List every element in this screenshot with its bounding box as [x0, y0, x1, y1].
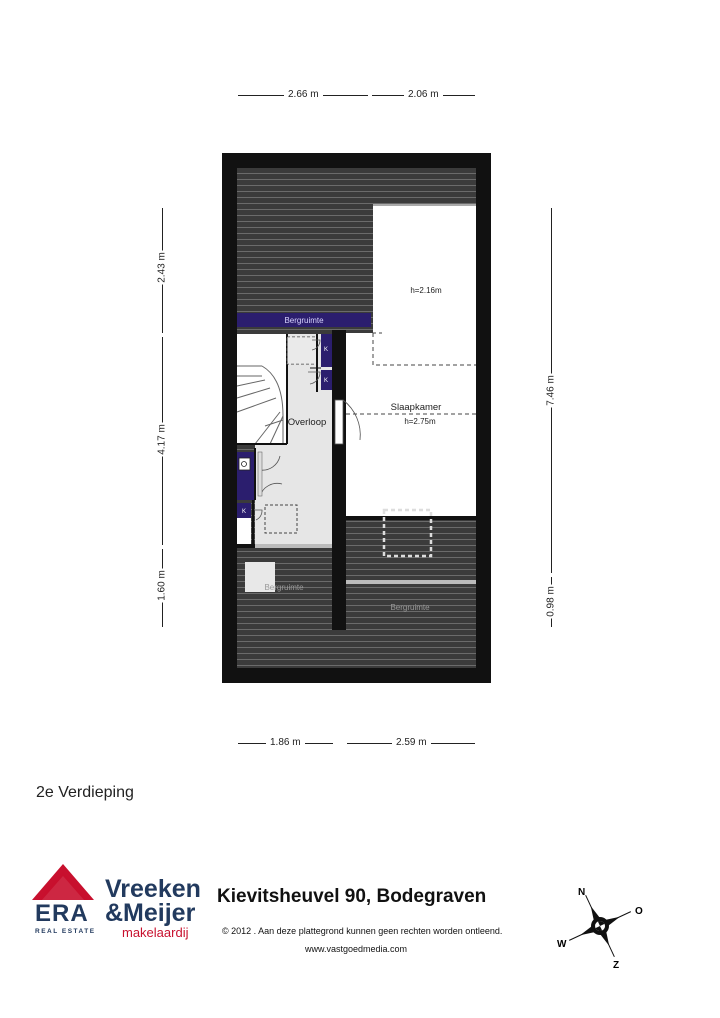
label-height-slaapkamer: h=2.75m — [404, 417, 436, 426]
label-k1: K — [323, 347, 329, 353]
dim-left-top: 2.43 m — [156, 252, 168, 283]
address: Kievitsheuvel 90, Bodegraven — [217, 886, 487, 907]
inner-wall-center — [332, 330, 346, 630]
label-bergruimte-top: Bergruimte — [284, 316, 324, 325]
vm-logo-line3: makelaardij — [122, 925, 189, 940]
copyright: © 2012 . Aan deze plattegrond kunnen geen rechten worden ontleend. — [222, 926, 503, 936]
dim-bottom-right: 2.59 m — [392, 737, 431, 748]
dim-left-bottom: 1.60 m — [156, 570, 168, 601]
label-bergruimte-bottom-right: Bergruimte — [390, 603, 430, 612]
label-k3: K — [241, 509, 247, 515]
era-roof-logo — [32, 862, 94, 902]
dim-top-left: 2.66 m — [284, 89, 323, 100]
compass-z: Z — [613, 960, 620, 971]
compass-n: N — [578, 887, 586, 898]
label-height-top: h=2.16m — [410, 286, 442, 295]
website-link[interactable]: www.vastgoedmedia.com — [305, 944, 408, 954]
compass-w: W — [557, 939, 567, 950]
era-logo-text: ERA — [35, 900, 89, 927]
label-bergruimte-bottom-left: Bergruimte — [264, 583, 304, 592]
label-slaapkamer: Slaapkamer — [390, 402, 442, 413]
compass-o: O — [635, 906, 643, 917]
floor-title: 2e Verdieping — [36, 784, 134, 801]
vm-logo-line1: Vreeken — [105, 875, 201, 903]
compass-icon — [552, 884, 652, 974]
era-logo-subtext: REAL ESTATE — [35, 928, 96, 935]
dim-left-mid: 4.17 m — [156, 424, 168, 455]
label-k2: K — [323, 378, 329, 384]
dim-right-bottom: 0.98 m — [545, 586, 557, 617]
dim-right-main: 7.46 m — [545, 375, 557, 406]
label-overloop: Overloop — [287, 417, 327, 428]
dim-bottom-left: 1.86 m — [266, 737, 305, 748]
dim-top-right: 2.06 m — [404, 89, 443, 100]
vm-logo-line2: &Meijer — [105, 899, 196, 927]
